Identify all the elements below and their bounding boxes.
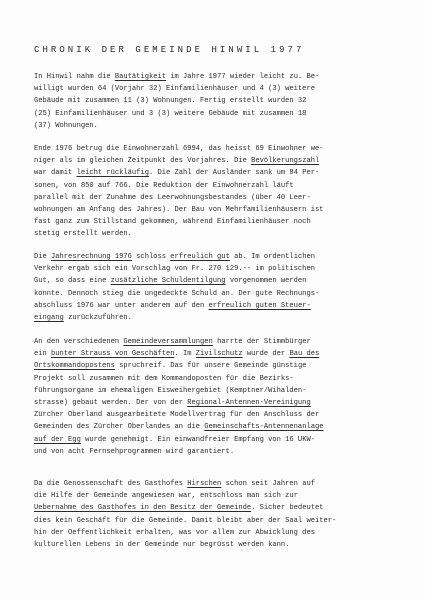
- text-segment: Ende 1976 betrug die Einwohnerzahl 6994, das heisst 69 Einwohner we-: [34, 145, 324, 153]
- text-segment: Gebäude mit zusammen 11 (3) Wohnungen. Fertig erstellt wurden 32: [34, 97, 307, 106]
- text-segment: (37) Wohnungen.: [34, 121, 98, 130]
- text-segment: ab. Im ordentlichen: [229, 253, 315, 261]
- text-segment: harrte der Stimmbürger: [212, 338, 311, 346]
- text-segment: schloss: [131, 253, 171, 261]
- text-line: [34, 71, 414, 83]
- text-segment: hin der Oeffentlichkeit erhalten, was vor allem zur Abwicklung des: [34, 528, 315, 537]
- underlined-phrase: Gemeinschafts-Antennenanlage: [204, 423, 324, 432]
- text-line: [34, 373, 414, 385]
- text-segment: ein: [34, 350, 52, 359]
- text-segment: Gemeinden des Zürcher Oberlandes an die: [34, 423, 205, 432]
- text-segment: fast ganz zum Stillstand gekommen, während Einfamilienhäuser noch: [34, 218, 311, 227]
- paragraph-population: [34, 143, 414, 241]
- page-title: CHRONIK DER GEMEINDE HINWIL 1977: [34, 45, 305, 55]
- text-line: [34, 216, 414, 228]
- text-line: [34, 539, 414, 551]
- paragraph-annual-accounts: [34, 251, 414, 324]
- underlined-phrase: Bevölkerungszahl: [251, 157, 320, 166]
- text-line: [34, 228, 414, 240]
- text-line: [34, 167, 414, 179]
- text-segment: vorgenommen werden: [225, 277, 307, 286]
- text-line: [34, 288, 414, 300]
- text-segment: wurde genehmigt. Ein einwandfreier Empfang von 16 UKW-: [80, 435, 315, 444]
- text-segment: In Hinwil nahm die: [34, 73, 115, 81]
- text-line: [34, 409, 414, 421]
- text-line: [34, 502, 414, 514]
- text-segment: spruchreif. Das für unsere Gemeinde günstige: [114, 362, 307, 371]
- text-segment: wohnungen am Anfang des Jahres). Der Bau von Mehrfamilienhäusern ist: [34, 205, 324, 214]
- text-segment: strasse) gebaut werden. Der von der: [34, 398, 188, 407]
- text-segment: Da die Genossenschaft des Gasthofes: [34, 480, 188, 488]
- text-segment: Projekt soll zusammen mit dem Kommandoposten für die Bezirks-: [34, 374, 294, 383]
- text-line: [34, 385, 414, 397]
- text-segment: . Im: [174, 350, 196, 359]
- text-segment: Die: [34, 253, 52, 261]
- underlined-phrase: Bautätigkeit: [114, 73, 166, 81]
- text-line: [34, 300, 414, 312]
- underlined-phrase: Ortskommandopostens: [34, 362, 115, 371]
- text-segment: konnte. Dennoch stieg die ungedeckte Schuld an. Der gute Rechnungs-: [34, 289, 320, 298]
- underlined-phrase: auf der Egg: [34, 435, 81, 444]
- underlined-phrase: Zivilschutz: [195, 350, 243, 359]
- text-line: [34, 120, 414, 132]
- text-segment: zurückzuführen.: [63, 313, 132, 322]
- text-segment: Gut, so dass eine: [34, 277, 111, 286]
- text-segment: Zürcher Oberland ausgearbeitete Modellvertrag für den Anschluss der: [34, 411, 320, 420]
- underlined-phrase: eingang: [34, 313, 64, 322]
- text-segment: Verkehr ergab sich ein Vorschlag von Fr. 270 129.-- im politischen: [34, 265, 315, 274]
- text-segment: sonen, von 850 auf 766. Die Reduktion der Einwohnerzahl läuft: [34, 181, 294, 190]
- text-segment: (25) Einfamilienhäuser und 3 (3) weitere Gebäude mit zusammen 18: [34, 109, 307, 118]
- text-segment: schon seit Jahren auf: [221, 480, 315, 488]
- paragraph-construction: [34, 71, 414, 132]
- text-segment: wurde der: [242, 350, 290, 359]
- underlined-phrase: Bau des: [289, 350, 320, 359]
- text-segment: war damit: [34, 169, 77, 178]
- text-segment: die Hilfe der Gemeinde angewiesen war, entschloss man sich zur: [34, 492, 298, 501]
- text-line: [34, 155, 414, 167]
- underlined-phrase: Hirschen: [187, 480, 222, 488]
- text-segment: stetig erstellt werden.: [34, 230, 132, 239]
- text-line: [34, 397, 414, 409]
- text-line: [34, 360, 414, 372]
- text-segment: führungsorgane im ehemaligen Eisweihergebiet (Kemptner/Wihalden-: [34, 386, 307, 395]
- text-line: [34, 478, 414, 490]
- underlined-phrase: zusätzliche Schuldentilgung: [110, 277, 226, 286]
- text-line: [34, 192, 414, 204]
- text-segment: niger als im gleichen Zeitpunkt des Vorjahres. Die: [34, 157, 252, 166]
- underlined-phrase: leicht rückläufig: [76, 169, 149, 178]
- text-line: [34, 527, 414, 539]
- text-line: [34, 446, 414, 458]
- text-segment: . Die Zahl der Ausländer sank um 84 Per-: [148, 169, 320, 178]
- underlined-phrase: Jahresrechnung 1976: [51, 253, 132, 261]
- underlined-phrase: Uebernahme des Gasthofes in den Besitz der Gemeinde: [34, 504, 252, 513]
- text-line: [34, 434, 414, 446]
- text-line: [34, 251, 414, 263]
- paragraph-hirschen-inn: [34, 478, 414, 551]
- text-line: [34, 180, 414, 192]
- text-line: [34, 490, 414, 502]
- text-line: [34, 95, 414, 107]
- underlined-phrase: bunter Strauss von Geschäften: [51, 350, 175, 359]
- text-segment: dies kein Geschäft für die Gemeinde. Damit bleibt aber der Saal weiter-: [34, 516, 337, 525]
- text-line: [34, 204, 414, 216]
- text-segment: abschluss 1976 war unter anderem auf den: [34, 301, 209, 310]
- text-line: [34, 515, 414, 527]
- text-line: [34, 83, 414, 95]
- text-segment: An den verschiedenen: [34, 338, 124, 346]
- paragraph-municipal-assemblies: [34, 336, 414, 458]
- text-line: [34, 421, 414, 433]
- text-segment: kulturellen Lebens in der Gemeinde nur begrüsst werden kann.: [34, 540, 290, 549]
- text-line: [34, 312, 414, 324]
- underlined-phrase: erfreulich guten Steuer-: [208, 301, 311, 310]
- text-segment: und von acht Fernsehprogrammen wird garantiert.: [34, 447, 235, 456]
- text-segment: willigt wurden 64 (Vorjahr 32) Einfamilienhäuser und 4 (3) weitere: [34, 85, 315, 94]
- text-line: [34, 108, 414, 120]
- underlined-phrase: Regional-Antennen-Vereinigung: [187, 398, 311, 407]
- text-line: [34, 348, 414, 360]
- text-segment: parallel mit der Zunahme des Leerwohnungsbestandes (über 40 Leer-: [34, 193, 311, 202]
- text-line: [34, 263, 414, 275]
- text-line: [34, 143, 414, 155]
- text-line: [34, 275, 414, 287]
- underlined-phrase: Gemeindeversammlungen: [123, 338, 213, 346]
- text-line: [34, 336, 414, 348]
- text-segment: . Sicher bedeutet: [251, 504, 324, 513]
- text-segment: im Jahre 1977 wieder leicht zu. Be-: [165, 73, 320, 81]
- underlined-phrase: erfreulich gut: [170, 253, 230, 261]
